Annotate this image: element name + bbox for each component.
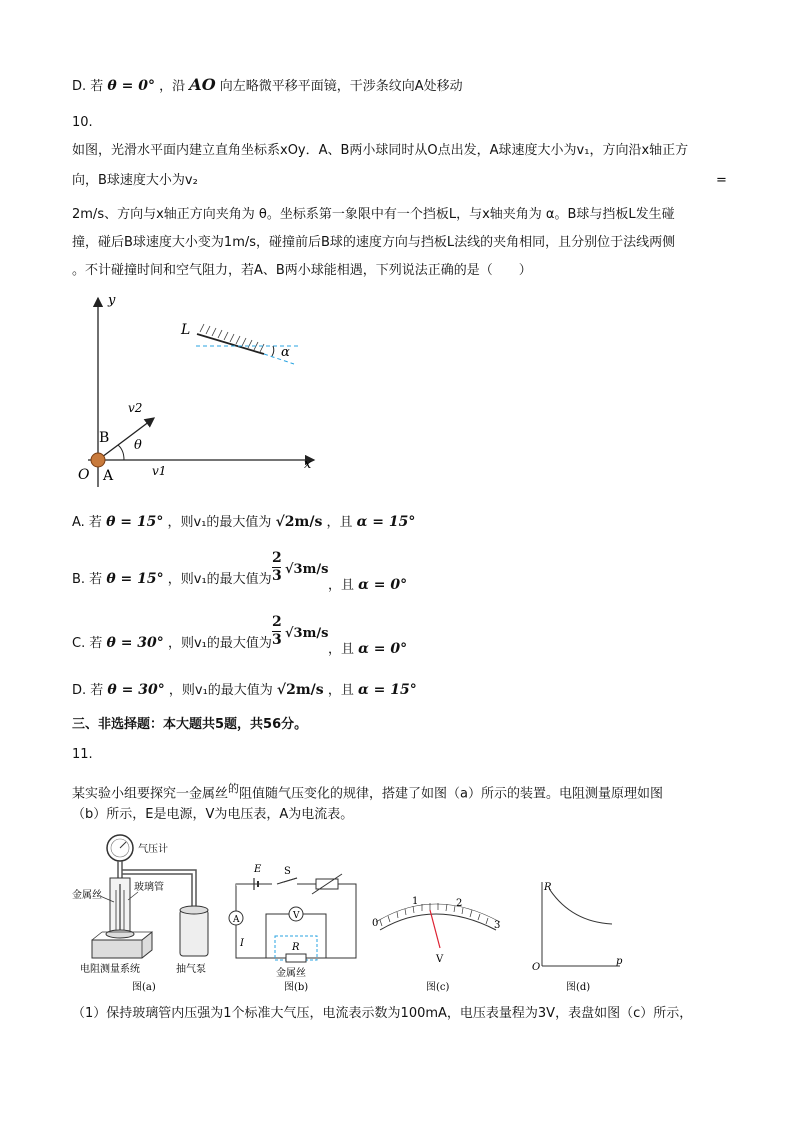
q10-stem-line4: 撞，碰后B球速度大小变为1m/s，碰撞前后B球的速度方向与挡板L法线的夹角相同，且分别位于法线两侧 — [72, 235, 676, 250]
fig10-label-y: y — [108, 293, 116, 308]
section3-heading: 三、非选择题：本大题共5题，共56分。 — [72, 717, 308, 732]
fig-b-wire: 金属丝 — [276, 968, 306, 979]
fig-b-V: V — [293, 911, 300, 921]
q10-option-c-root: √3m/s — [285, 626, 329, 641]
figure-a — [72, 835, 208, 993]
theta-condition: θ = 0° — [107, 78, 155, 94]
q10-option-b-value: 2 3 — [272, 550, 282, 584]
q10-option-c-tail: ，且 α = 0° — [328, 641, 408, 657]
fig10-label-x: x — [304, 457, 312, 472]
q10-option-c-value: 2 3 — [272, 614, 282, 648]
meter-needle — [430, 910, 440, 948]
q11-stem-line2: （b）所示，E是电源，V为电压表，A为电流表。 — [72, 807, 354, 822]
q10-stem-equals: = — [716, 173, 727, 188]
figure-d — [532, 882, 623, 993]
alpha-arc — [272, 346, 274, 356]
fig-d-O: O — [532, 962, 541, 973]
theta-arc — [118, 445, 124, 460]
fig-d-caption: 图(d) — [566, 982, 591, 993]
fig-b-A: A — [233, 915, 240, 925]
q11-number: 11. — [72, 747, 93, 762]
fig-b-caption: 图(b) — [284, 982, 309, 993]
fig-d-p: p — [616, 956, 623, 967]
q10-stem-line3: 2m/s、方向与x轴正方向夹角为 θ。坐标系第一象限中有一个挡板L，与x轴夹角为 α。B球与挡板L发生碰 — [72, 207, 675, 222]
baffle-L — [197, 334, 264, 354]
fig-a-pump-label: 抽气泵 — [176, 964, 206, 975]
fig-b-I: I — [240, 938, 244, 949]
fig-c-tick-2: 2 — [456, 898, 463, 909]
q11-stem-line1: 某实验小组要探究一金属丝$^的$阻值随气压变化的规律，搭建了如图（a）所示的装置。电阻测量原理如图 — [72, 782, 663, 802]
q10-figure — [74, 292, 324, 492]
fig10-label-v1: v1 — [152, 464, 167, 478]
fig-a-gauge-label: 气压计 — [138, 844, 168, 855]
figure-b — [229, 864, 356, 993]
fig-b-E: E — [254, 864, 262, 875]
fig-d-R: R — [544, 882, 552, 893]
figure-c — [372, 896, 500, 993]
fig-b-R: R — [292, 942, 300, 953]
q11-figures — [72, 830, 632, 1002]
fig10-label-alpha: α — [281, 345, 290, 360]
fig10-label-theta: θ — [134, 438, 142, 453]
resistor-R — [286, 954, 306, 962]
q10-stem-line5: 。不计碰撞时间和空气阻力，若A、B两小球能相遇，下列说法正确的是（ ） — [72, 263, 532, 278]
q11-part1-line: （1）保持玻璃管内压强为1个标准大气压，电流表示数为100mA，电压表量程为3V，表盘如图（c）所示， — [72, 1006, 693, 1021]
q10-option-b[interactable]: B. 若 θ = 15° ，则v₁的最大值为 — [72, 571, 272, 587]
prev-option-d: D. 若 θ = 0° ，沿 AO 向左略微平移平面镜，干涉条纹向A处移动 — [72, 75, 463, 94]
fig-a-system-label: 电阻测量系统 — [80, 964, 140, 975]
q10-option-c[interactable]: C. 若 θ = 30° ，则v₁的最大值为 — [72, 635, 272, 651]
fig10-label-B: B — [99, 430, 110, 446]
q10-number: 10. — [72, 115, 93, 130]
fig-c-caption: 图(c) — [426, 982, 450, 993]
fig-a-tube-label: 玻璃管 — [134, 882, 164, 893]
fig10-label-v2: v2 — [128, 401, 143, 415]
q10-stem-line1: 如图，光滑水平面内建立直角坐标系xOy．A、B两小球同时从O点出发，A球速度大小为v₁，方向沿x轴正方 — [72, 143, 689, 158]
fig-a-caption: 图(a) — [132, 982, 156, 993]
fig-b-S: S — [284, 866, 291, 877]
q10-stem-line2: 向，B球速度大小为v₂ — [72, 173, 198, 188]
vacuum-pump — [180, 910, 208, 956]
q10-option-b-root: √3m/s — [285, 562, 329, 577]
q10-option-d[interactable]: D. 若 θ = 30° ，则v₁的最大值为 √2m/s ，且 α = 15° — [72, 682, 417, 698]
fig10-label-A: A — [103, 468, 114, 484]
fig10-label-O: O — [78, 467, 90, 483]
fig-a-wire-label: 金属丝 — [72, 890, 102, 901]
r-p-curve — [550, 890, 612, 924]
fig-c-tick-3: 3 — [494, 920, 501, 931]
ao-symbol: AO — [189, 75, 216, 94]
q10-option-b-tail: ，且 α = 0° — [328, 577, 408, 593]
fig10-label-L: L — [181, 322, 191, 338]
fig-c-tick-1: 1 — [412, 896, 419, 907]
ball-origin — [91, 453, 105, 467]
fig-c-V: V — [436, 954, 444, 965]
q10-option-a[interactable]: A. 若 θ = 15° ，则v₁的最大值为 √2m/s ，且 α = 15° — [72, 514, 416, 530]
fig-c-tick-0: 0 — [372, 918, 379, 929]
